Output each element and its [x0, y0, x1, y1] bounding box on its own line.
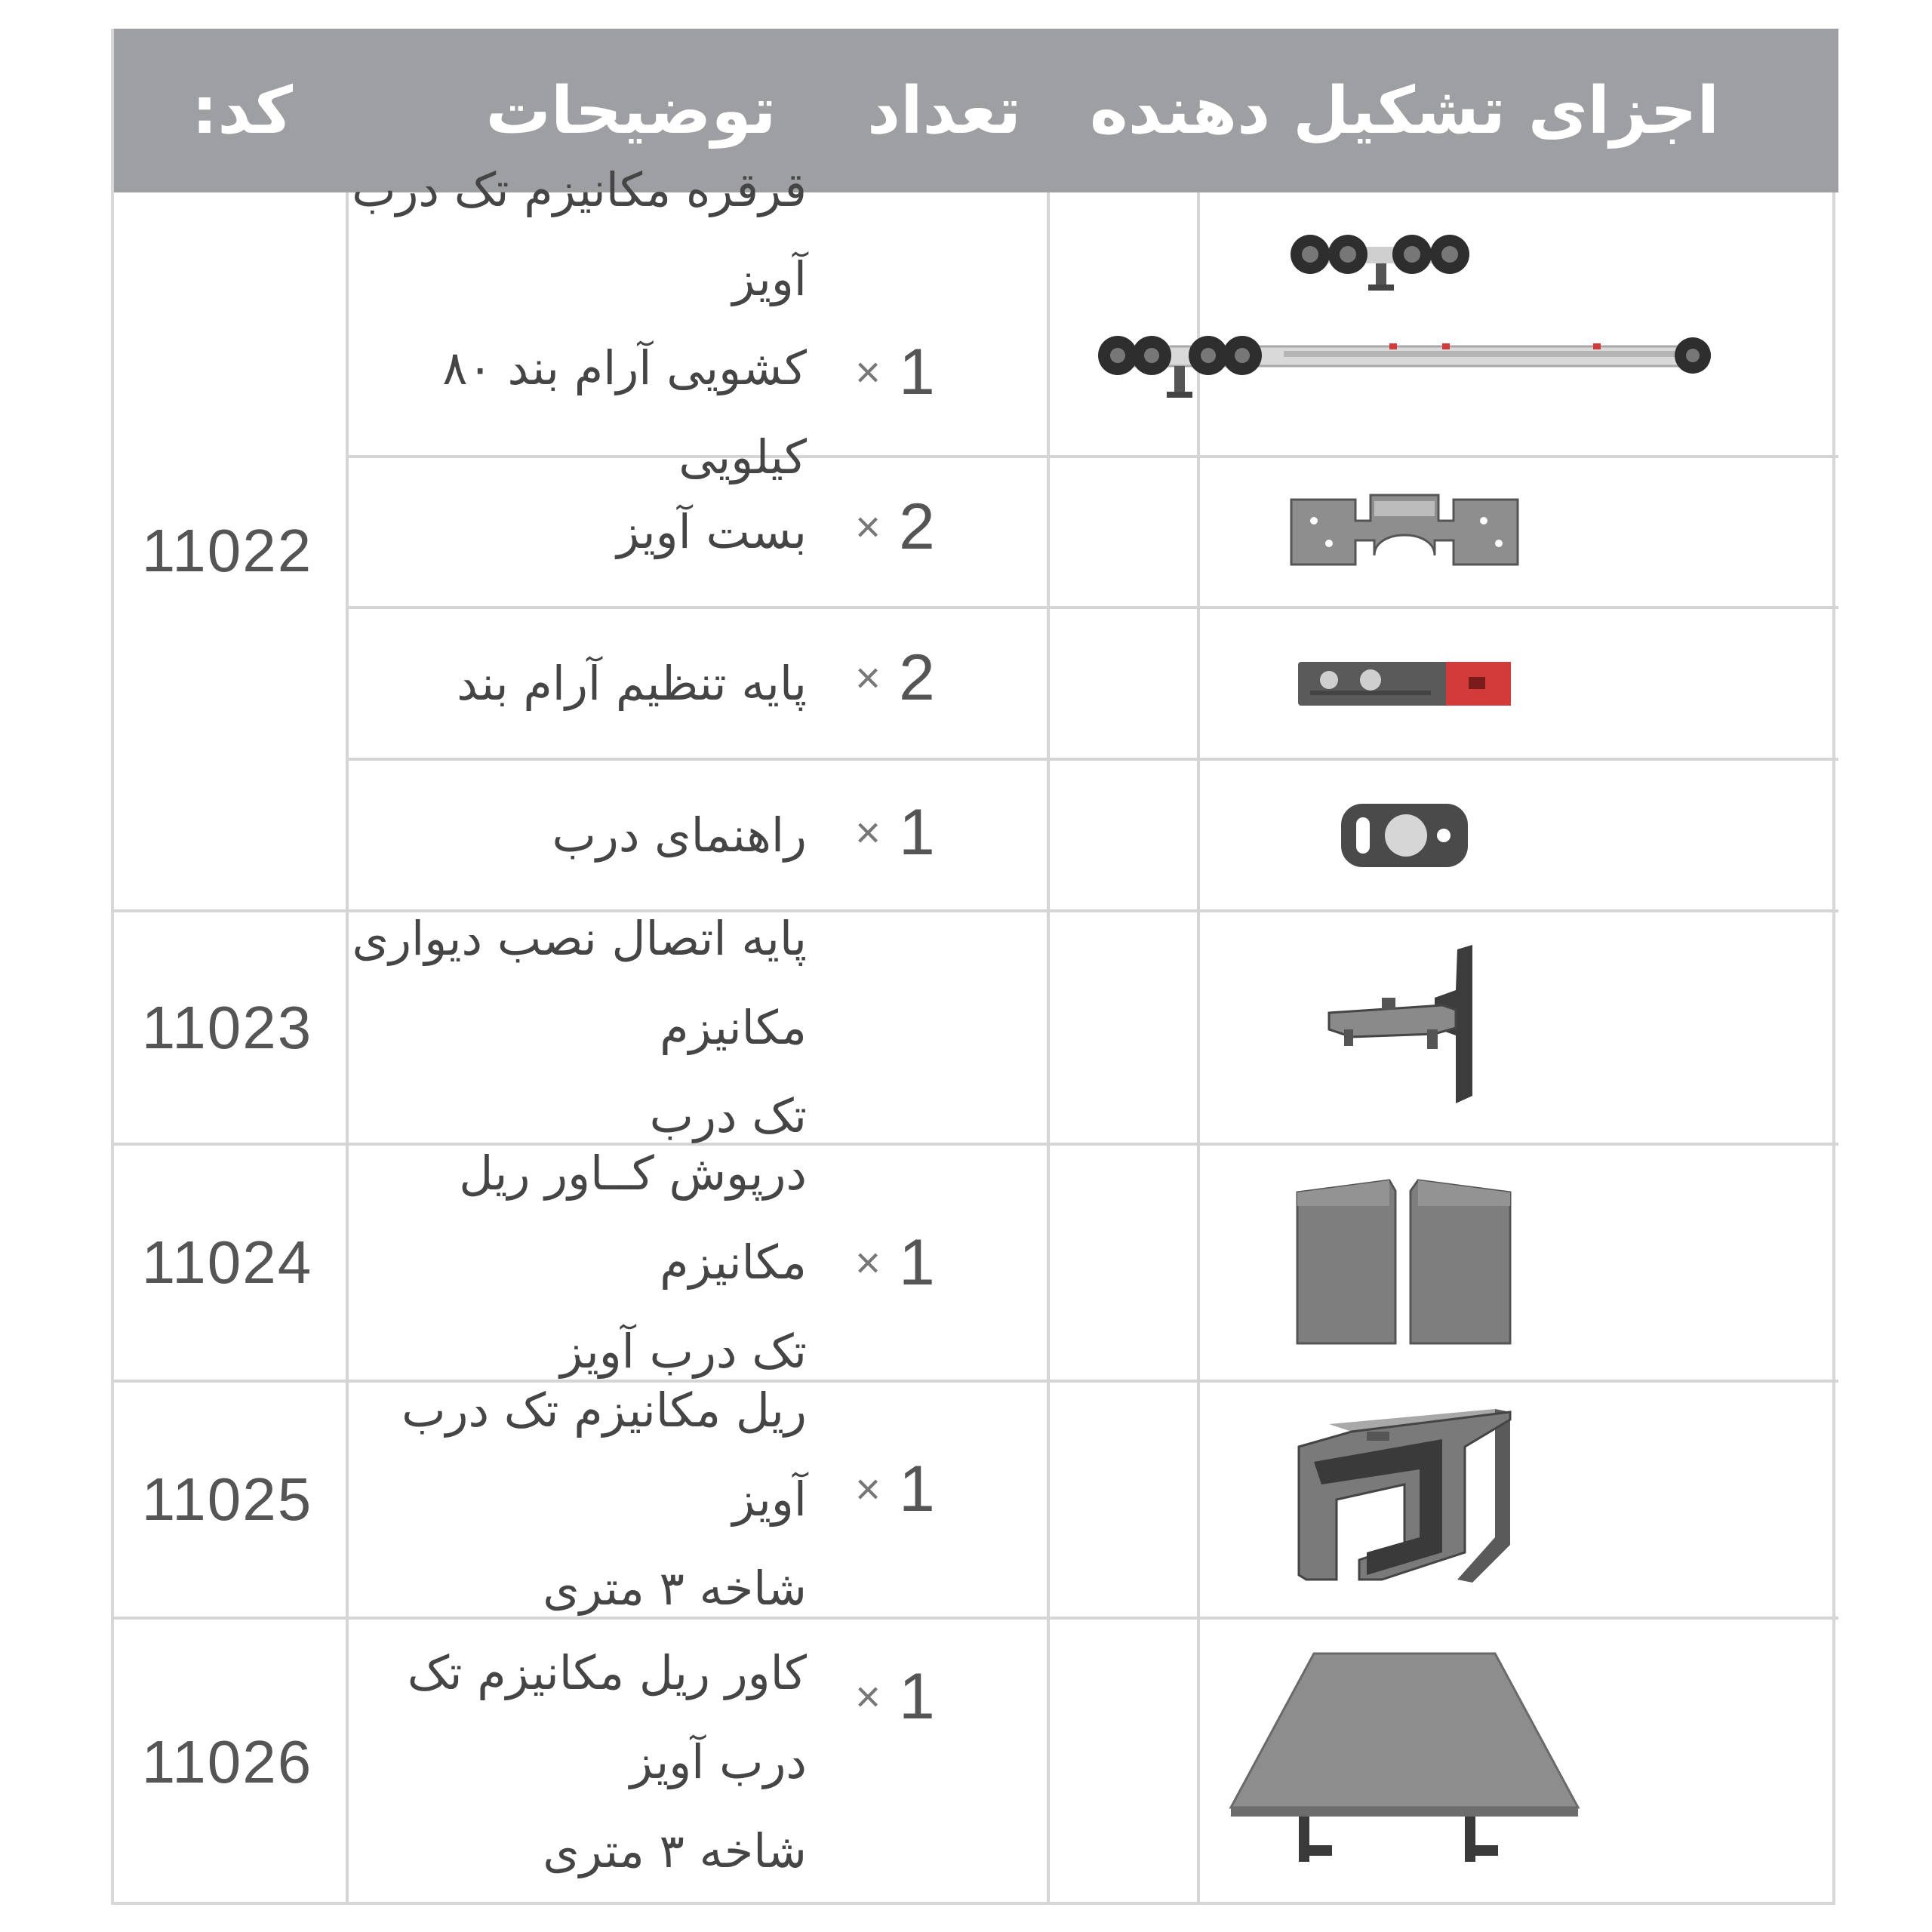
- description-line: ریل مکانیزم تک درب آویز: [401, 1383, 807, 1527]
- description-line: شاخه ۳ متری: [543, 1823, 807, 1878]
- code-cell: 11025: [141, 1466, 313, 1533]
- description-cell: [348, 458, 816, 606]
- header-components: اجزای تشکیل دهنده: [1089, 72, 1720, 149]
- times-sign: ×: [855, 502, 881, 552]
- description-line: پایه اتصال نصب دیواری مکانیزم: [352, 910, 807, 1055]
- description-line: تک درب: [649, 1088, 807, 1144]
- times-sign: ×: [855, 1464, 881, 1514]
- description-line: قرقره مکانیزم تک درب آویز: [352, 162, 807, 307]
- quantity-cell: [823, 1444, 967, 1534]
- description-cell: [348, 912, 816, 1143]
- quantity-cell: [823, 1651, 967, 1742]
- code-cell: 11023: [141, 993, 313, 1061]
- code-cell: 11022: [141, 517, 313, 584]
- end-cap-icon: [978, 1146, 1831, 1380]
- header-code: کد:: [191, 72, 294, 149]
- quantity-value: 1: [899, 1452, 935, 1525]
- description-line: شاخه ۳ متری: [543, 1560, 807, 1616]
- times-sign: ×: [855, 653, 881, 703]
- quantity-value: 2: [899, 641, 935, 714]
- times-sign: ×: [855, 1672, 881, 1721]
- roller-mechanism-icon: [978, 192, 1831, 455]
- quantity-cell: [823, 315, 967, 429]
- quantity-value: 1: [899, 795, 935, 869]
- hanger-clamp-icon: [978, 458, 1831, 606]
- description-line: تک درب آویز: [560, 1323, 807, 1379]
- description-line: بست آویز: [617, 504, 807, 560]
- times-sign: ×: [855, 1238, 881, 1287]
- rail-cover-icon: [978, 1620, 1831, 1905]
- quantity-cell: [823, 1217, 967, 1308]
- description-line: درپوش کــاور ریل مکانیزم: [459, 1146, 807, 1291]
- code-cell: 11024: [141, 1229, 313, 1296]
- description-line: کاور ریل مکانیزم تک درب آویز: [407, 1645, 807, 1790]
- times-sign: ×: [855, 347, 881, 397]
- soft-close-adjuster-icon: [978, 609, 1831, 758]
- description-cell: [348, 1620, 816, 1905]
- code-cell: 11026: [141, 1728, 313, 1795]
- description-cell: [348, 1383, 816, 1617]
- quantity-value: 1: [899, 1660, 935, 1733]
- times-sign: ×: [855, 808, 881, 857]
- description-cell: [348, 162, 816, 485]
- wall-bracket-icon: [978, 912, 1831, 1143]
- quantity-value: 1: [899, 335, 935, 408]
- description-cell: [348, 761, 816, 909]
- components-table: [111, 29, 1835, 1905]
- description-cell: [348, 1146, 816, 1380]
- rail-profile-icon: [978, 1383, 1831, 1617]
- header-quantity: تعداد: [866, 72, 1022, 149]
- quantity-cell: [823, 787, 967, 878]
- quantity-cell: [823, 632, 967, 723]
- description-line: پایه تنظیم آرام بند: [457, 655, 807, 711]
- description-cell: [348, 609, 816, 758]
- description-line: کشویی آرام بند ۸۰ کیلویی: [442, 340, 807, 485]
- door-guide-icon: [978, 761, 1831, 909]
- header-description: توضیحات: [485, 72, 777, 149]
- description-line: راهنمای درب: [552, 807, 807, 863]
- quantity-cell: [823, 481, 967, 572]
- quantity-value: 1: [899, 1226, 935, 1299]
- quantity-value: 2: [899, 490, 935, 563]
